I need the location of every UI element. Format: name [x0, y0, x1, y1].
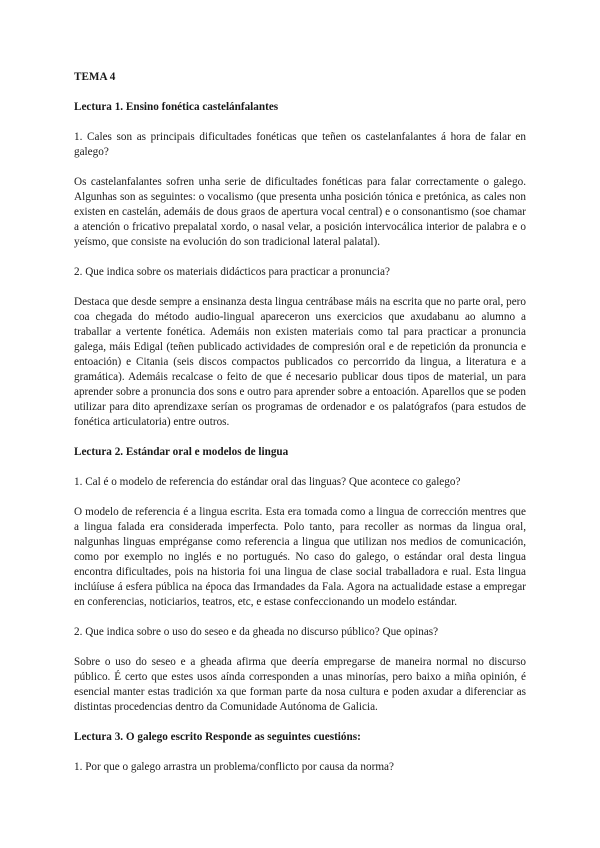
document-page [74, 70, 526, 775]
answer-2-1: O modelo de referencia é a lingua escrita. Esta era tomada como a lingua de corrección mentres que a lingua falada era considerada imperfecta. Polo tanto, para recoller as normas da lingua oral, nalgunhas linguas empréganse como referencia a lingua que utilizan nos medios de comunicación, como por exemplo no inglés e no portugués. No caso do galego, o estándar oral desta lingua encontra dificultades, pois na historia foi una lingua de clase social traballadora e rual. Esta lingua inclúíuse á esfera pública na época das Irmandades da Fala. Agora na actualidade estase a empregar en conferencias, noticiarios, teatros, etc, e estase confeccionando un modelo estándar. [74, 506, 526, 608]
section-heading-lectura-2: Lectura 2. Estándar oral e modelos de lingua [74, 446, 289, 458]
question-1-2: 2. Que indica sobre os materiais didácticos para practicar a pronuncia? [74, 266, 390, 278]
section-heading-lectura-3: Lectura 3. O galego escrito Responde as seguintes cuestións: [74, 731, 361, 743]
question-3-1: 1. Por que o galego arrastra un problema/conflicto por causa da norma? [74, 761, 394, 773]
answer-2-2: Sobre o uso do seseo e a gheada afirma que deería empregarse de maneira normal no discurso público. É certo que estes usos aínda corresponden a unas minorías, pero baixo a miña opinión, é esencial manter estas tradición xa que forman parte da nosa cultura e poden axudar a diferenciar as distintas procedencias dentro da Comunidade Autónoma de Galicia. [74, 656, 526, 713]
question-2-1: 1. Cal é o modelo de referencia do estándar oral das linguas? Que acontece co galego? [74, 476, 461, 488]
answer-1-2: Destaca que desde sempre a ensinanza desta lingua centrábase máis na escrita que no parte oral, pero coa chegada do método audio-lingual apareceron uns exercicios que axudabanu ao alumno a traballar a vertente fonética. Ademáis non existen materiais como tal para practicar a pronuncia galega, máis Edigal (teñen publicado actividades de compresión oral e de repetición da pronuncia e entoación) e Citania (seis discos compactos publicados co percorrido da lingua, a literatura e a gramática). Ademáis recalcase o feito de que é necesario publicar dous tipos de material, un para aprender sobre a pronuncia dos sons e outro para aprender sobre a entoación. Aparellos que se poden utilizar para dito aprendizaxe serían os programas de ordenador e os palatógrafos (para estudos de fonética articulatoria) entre outros. [74, 296, 526, 428]
section-heading-lectura-1: Lectura 1. Ensino fonética castelánfalantes [74, 101, 279, 113]
question-1-1: 1. Cales son as principais dificultades fonéticas que teñen os castelanfalantes á hora de falar en galego? [74, 131, 526, 158]
document-title: TEMA 4 [74, 71, 116, 83]
answer-1-1: Os castelanfalantes sofren unha serie de dificultades fonéticas para falar correctamente o galego. Algunhas son as seguintes: o vocalismo (que presenta unha posición tónica e pretónica, as cales non existen en castelán, ademáis de dous graos de apertura vocal central) e o consonantismo (soe chamar a atención o fricativo prepalatal xordo, o nasal velar, a posición intervocálica interior de palabra e o yeísmo, que consiste na evolución do son tradicional lateral palatal). [74, 176, 526, 248]
question-2-2: 2. Que indica sobre o uso do seseo e da gheada no discurso público? Que opinas? [74, 626, 439, 638]
